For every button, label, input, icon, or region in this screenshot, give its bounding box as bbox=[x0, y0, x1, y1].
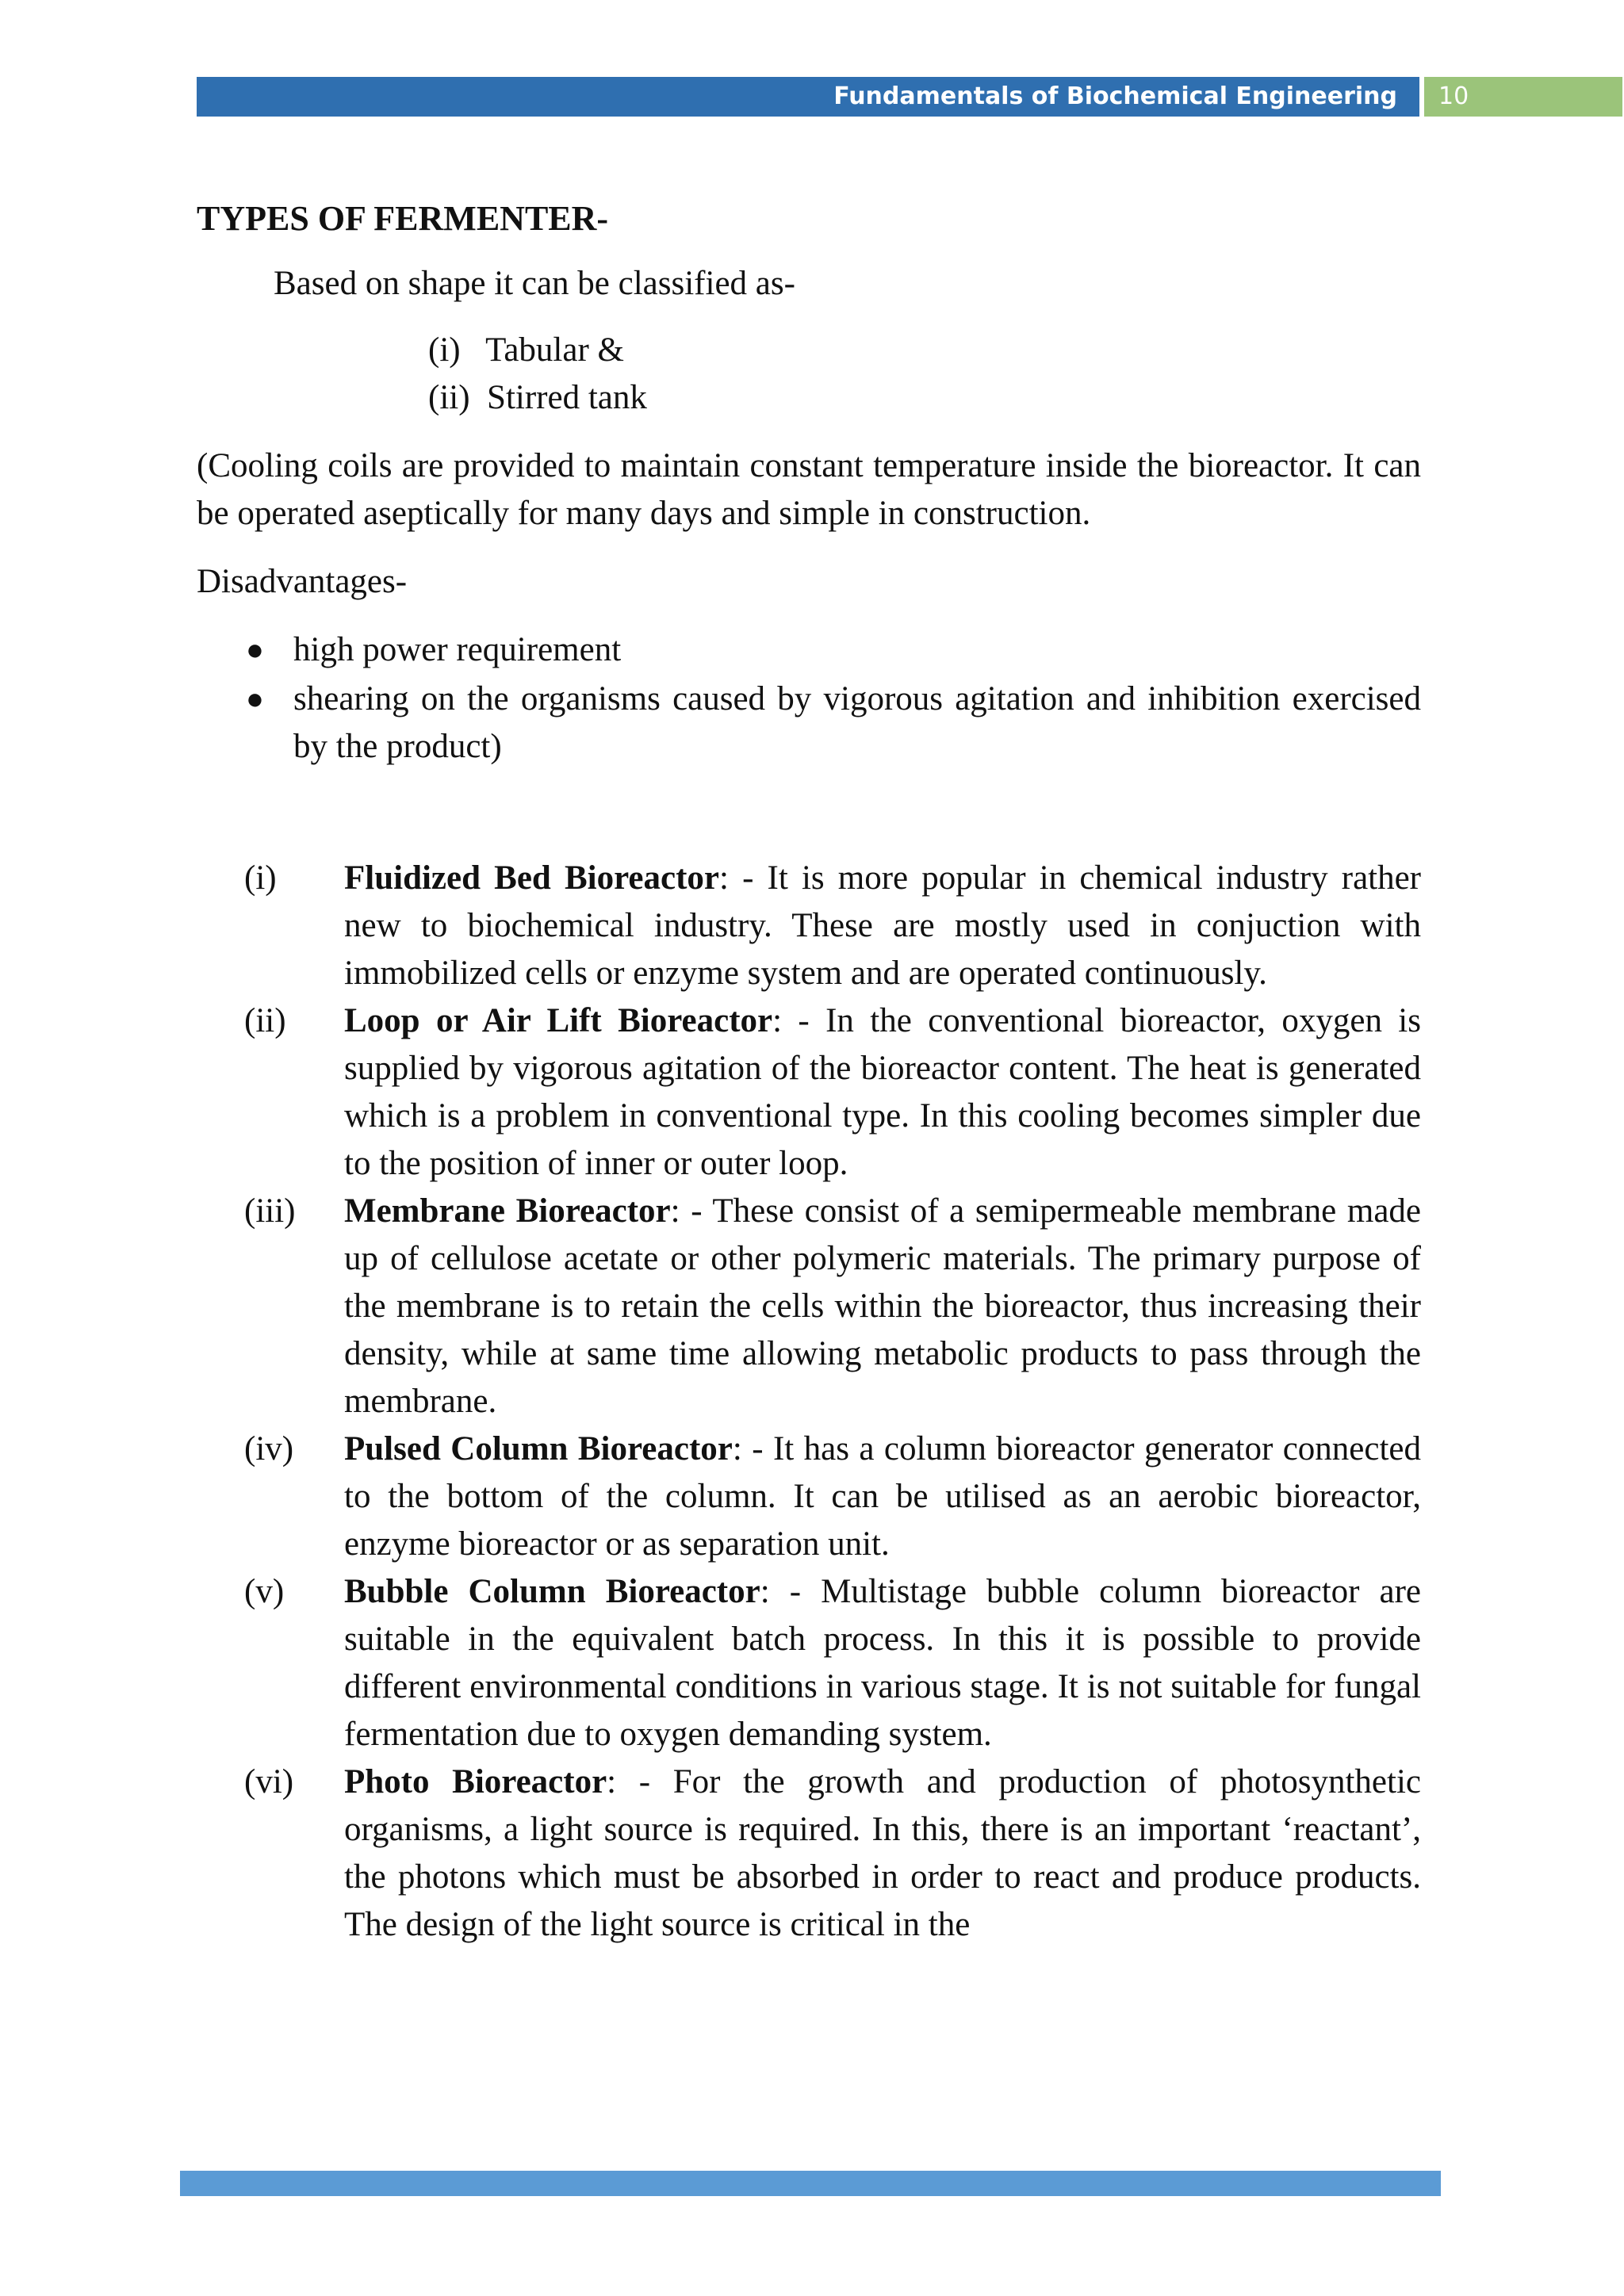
shape-classification-list bbox=[428, 327, 1421, 422]
list-item: (vi) Photo Bioreactor: - For the growth and production of photosynthetic organisms, a light source is required. In this, there is an important ‘reactant’, the photons which must be absorbed in order to react and produce products. The design of the light source is critical in the bbox=[244, 1763, 1421, 1943]
book-title: Fundamentals of Biochemical Engineering bbox=[833, 82, 1397, 110]
list-item: (iv) Pulsed Column Bioreactor: - It has a column bioreactor generator connected to the bottom of the column. It can be utilised as an aerobic bioreactor, enzyme bioreactor or as separation unit. bbox=[244, 1430, 1421, 1563]
page-number-box bbox=[1424, 77, 1622, 117]
page-content bbox=[197, 197, 1421, 1949]
footer-bar bbox=[180, 2171, 1441, 2196]
list-item: ● shearing on the organisms caused by vigorous agitation and inhibition exercised by the product) bbox=[197, 675, 1421, 771]
section-heading: TYPES OF FERMENTER- bbox=[197, 199, 609, 238]
bullet-icon: ● bbox=[246, 683, 264, 716]
page-number: 10 bbox=[1438, 82, 1469, 110]
intro-text: Based on shape it can be classified as- bbox=[274, 265, 795, 302]
type-name: Fluidized Bed Bioreactor bbox=[344, 859, 719, 897]
list-item: (i) Tabular & bbox=[428, 331, 624, 369]
list-item: ● high power requirement bbox=[197, 626, 1421, 674]
bullet-icon: ● bbox=[246, 633, 264, 667]
list-item: (i) Fluidized Bed Bioreactor: - It is more popular in chemical industry rather new to biochemical industry. These are mostly used in conjuction with immobilized cells or enzyme system and are operated continuously. bbox=[244, 859, 1422, 992]
type-name: Pulsed Column Bioreactor bbox=[344, 1430, 733, 1468]
disadvantages-list bbox=[197, 626, 1421, 771]
list-item: (v) Bubble Column Bioreactor: - Multistage bubble column bioreactor are suitable in the equivalent batch process. In this it is possible to provide different environmental conditions in various stage. It is not suitable for fungal fermentation due to oxygen demanding system. bbox=[244, 1573, 1421, 1753]
cooling-paragraph: (Cooling coils are provided to maintain constant temperature inside the bioreactor. It can be operated aseptically for many days and simple in construction. bbox=[197, 447, 1421, 532]
list-item: (iii) Membrane Bioreactor: - These consist of a semipermeable membrane made up of cellulose acetate or other polymeric materials. The primary purpose of the membrane is to retain the cells within the bioreactor, thus increasing their density, while at same time allowing metabolic products to pass through the membrane. bbox=[244, 1192, 1421, 1420]
type-name: Loop or Air Lift Bioreactor bbox=[344, 1002, 773, 1039]
disadvantages-label: Disadvantages- bbox=[197, 563, 408, 600]
type-name: Photo Bioreactor bbox=[344, 1763, 607, 1800]
list-item: (ii) Stirred tank bbox=[428, 379, 647, 416]
bioreactor-types-list bbox=[197, 855, 1421, 1949]
type-name: Bubble Column Bioreactor bbox=[344, 1573, 760, 1610]
list-item: (ii) Loop or Air Lift Bioreactor: - In the conventional bioreactor, oxygen is supplied by vigorous agitation of the bioreactor content. The heat is generated which is a problem in conventional type. In this cooling becomes simpler due to the position of inner or outer loop. bbox=[244, 1002, 1421, 1182]
running-header bbox=[197, 77, 1419, 117]
type-name: Membrane Bioreactor bbox=[344, 1192, 671, 1230]
